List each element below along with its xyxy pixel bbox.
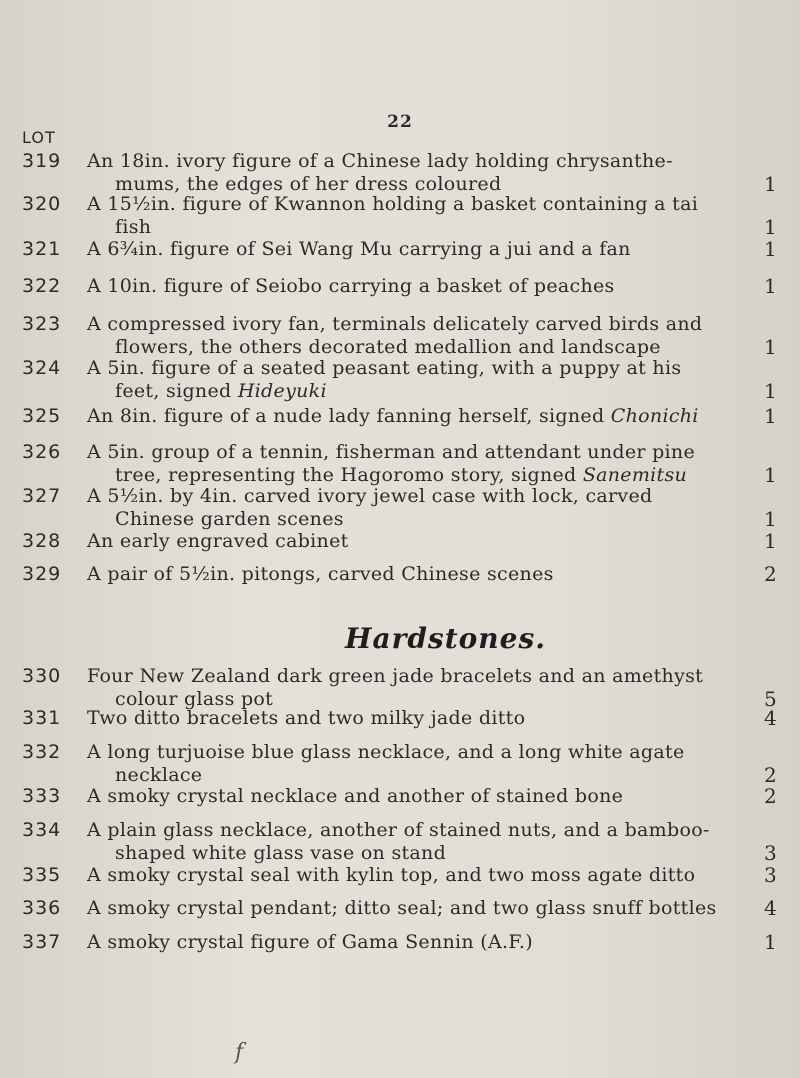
description-line: An 8in. figure of a nude lady fanning herself, signed xyxy=(87,405,605,427)
lot-quantity: 4 xyxy=(764,896,777,920)
lot-description xyxy=(87,665,704,711)
description-line: colour glass pot xyxy=(115,688,274,710)
description-line: A 15½in. figure of Kwannon holding a basket containing a tai xyxy=(87,193,699,215)
lot-number: 322 xyxy=(22,275,62,297)
lot-quantity: 4 xyxy=(764,706,777,730)
description-line: A 5in. group of a tennin, fisherman and attendant under pine xyxy=(87,441,696,463)
lot-number: 325 xyxy=(22,405,62,427)
lot-description xyxy=(87,563,682,586)
signature-name: Hideyuki xyxy=(237,380,327,402)
description-line: A 5½in. by 4in. carved ivory jewel case with lock, carved xyxy=(87,485,653,507)
lot-description xyxy=(87,741,685,787)
description-line: An 18in. ivory figure of a Chinese lady holding chrysanthe- xyxy=(87,150,673,172)
lot-number: 321 xyxy=(22,238,62,260)
description-line: A 10in. figure of Seiobo carrying a basket of peaches xyxy=(87,275,615,297)
description-line: flowers, the others decorated medallion and landscape xyxy=(115,336,661,358)
description-line: shaped white glass vase on stand xyxy=(115,842,447,864)
lot-description xyxy=(87,150,682,196)
lot-quantity: 3 xyxy=(764,841,777,865)
description-line: A 5in. figure of a seated peasant eating, with a puppy at his xyxy=(87,357,682,379)
description-line: mums, the edges of her dress coloured xyxy=(115,173,502,195)
description-line: feet, signed xyxy=(115,380,232,402)
lot-description xyxy=(87,275,682,298)
lot-quantity: 1 xyxy=(764,379,777,403)
lot-description xyxy=(87,313,703,359)
lot-number: 337 xyxy=(22,931,62,953)
description-line: A long turjuoise blue glass necklace, and a long white agate xyxy=(87,741,685,763)
lot-description xyxy=(87,530,682,553)
lot-number: 327 xyxy=(22,485,62,507)
lot-number: 326 xyxy=(22,441,62,463)
lot-quantity: 1 xyxy=(764,335,777,359)
lot-quantity: 2 xyxy=(764,562,777,586)
lot-number: 336 xyxy=(22,897,62,919)
lot-quantity: 1 xyxy=(764,507,777,531)
lot-description xyxy=(87,931,682,954)
lot-number: 330 xyxy=(22,665,62,687)
lot-quantity: 1 xyxy=(764,463,777,487)
description-line: A smoky crystal pendant; ditto seal; and two glass snuff bottles xyxy=(87,897,717,919)
lot-number: 334 xyxy=(22,819,62,841)
description-line: Two ditto bracelets and two milky jade ditto xyxy=(87,707,526,729)
lot-quantity: 5 xyxy=(764,687,777,711)
description-line: tree, representing the Hagoromo story, signed xyxy=(115,464,577,486)
description-line: Chinese garden scenes xyxy=(115,508,344,530)
pencil-mark: f xyxy=(235,1040,244,1065)
lot-description xyxy=(87,441,696,487)
lot-number: 335 xyxy=(22,864,62,886)
lot-number: 333 xyxy=(22,785,62,807)
lot-description xyxy=(87,485,682,531)
section-heading-hardstones: Hardstones. xyxy=(345,622,546,655)
lot-quantity: 1 xyxy=(764,172,777,196)
lot-number: 319 xyxy=(22,150,62,172)
lot-quantity: 1 xyxy=(764,930,777,954)
lot-number: 331 xyxy=(22,707,62,729)
lot-quantity: 1 xyxy=(764,274,777,298)
lot-description xyxy=(87,707,682,730)
lot-description xyxy=(87,819,710,865)
description-line: A smoky crystal seal with kylin top, and two moss agate ditto xyxy=(87,864,696,886)
page-number: 22 xyxy=(387,112,413,132)
description-line: An early engraved cabinet xyxy=(87,530,349,552)
lot-description xyxy=(87,193,699,239)
description-line: fish xyxy=(115,216,152,238)
description-line: A compressed ivory fan, terminals delicately carved birds and xyxy=(87,313,703,335)
lot-description xyxy=(87,405,699,428)
lot-quantity: 1 xyxy=(764,215,777,239)
description-line: A 6¾in. figure of Sei Wang Mu carrying a jui and a fan xyxy=(87,238,631,260)
lot-quantity: 1 xyxy=(764,404,777,428)
lot-number: 320 xyxy=(22,193,62,215)
lot-column-header: LOT xyxy=(22,128,56,147)
lot-quantity: 1 xyxy=(764,237,777,261)
description-line: A plain glass necklace, another of stained nuts, and a bamboo- xyxy=(87,819,710,841)
lot-description xyxy=(87,357,682,403)
lot-quantity: 2 xyxy=(764,763,777,787)
lot-description xyxy=(87,785,682,808)
description-line: necklace xyxy=(115,764,203,786)
lot-number: 323 xyxy=(22,313,62,335)
lot-description xyxy=(87,238,682,261)
lot-description xyxy=(87,897,717,920)
description-line: A smoky crystal necklace and another of stained bone xyxy=(87,785,624,807)
lot-quantity: 3 xyxy=(764,863,777,887)
lot-quantity: 2 xyxy=(764,784,777,808)
lot-number: 328 xyxy=(22,530,62,552)
signature-name: Sanemitsu xyxy=(582,464,688,486)
lot-number: 324 xyxy=(22,357,62,379)
description-line: A pair of 5½in. pitongs, carved Chinese scenes xyxy=(87,563,554,585)
lot-quantity: 1 xyxy=(764,529,777,553)
lot-number: 329 xyxy=(22,563,62,585)
signature-name: Chonichi xyxy=(610,405,699,427)
lot-description xyxy=(87,864,696,887)
description-line: A smoky crystal figure of Gama Sennin (A.F.) xyxy=(87,931,533,953)
lot-number: 332 xyxy=(22,741,62,763)
description-line: Four New Zealand dark green jade bracelets and an amethyst xyxy=(87,665,704,687)
